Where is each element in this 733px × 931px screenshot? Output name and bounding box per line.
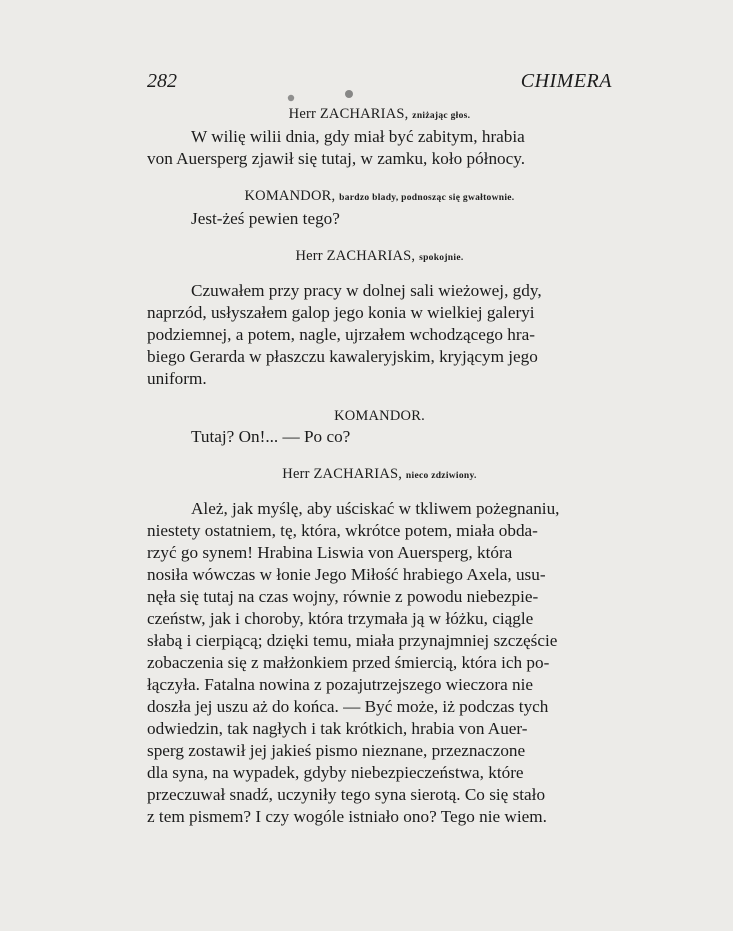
text-line: łączyła. Fatalna nowina z pozajutrzejszego wieczora nie [147, 675, 534, 694]
text-line: przeczuwał snadź, uczyniły tego syna sierotą. Co się stało [147, 785, 546, 804]
text-line: Czuwałem przy pracy w dolnej sali wieżowej, gdy, [191, 281, 542, 300]
text-line: Jest-żeś pewien tego? [191, 209, 340, 228]
paragraph [147, 498, 612, 828]
text-line: niestety ostatniem, tę, która, wkrótce potem, miała obda- [147, 521, 538, 540]
page-text [147, 104, 612, 828]
stage-direction: zniżając głos. [412, 111, 471, 121]
text-line: dla syna, na wypadek, gdyby niebezpieczeństwa, które [147, 763, 524, 782]
text-line: odwiedzin, tak nagłych i tak krótkich, hrabia von Auer- [147, 719, 528, 738]
speaker-name: KOMANDOR, [244, 188, 336, 204]
speaker-name: Herr ZACHARIAS, [295, 248, 416, 264]
text-line: Tutaj? On!... — Po co? [191, 427, 351, 446]
text-line: biego Gerarda w płaszczu kawaleryjskim, kryjącym jego [147, 347, 538, 366]
text-line: sperg zostawił jej jakieś pismo nieznane, przeznaczone [147, 741, 526, 760]
paragraph [147, 426, 612, 448]
speaker-name: Herr ZACHARIAS, [282, 466, 403, 482]
speaker-heading [147, 464, 612, 486]
text-line: W wilię wilii dnia, gdy miał być zabitym, hrabia [191, 127, 525, 146]
paragraph [147, 126, 612, 170]
page-number: 282 [147, 70, 177, 92]
text-line: naprzód, usłyszałem galop jego konia w wielkiej galeryi [147, 303, 535, 322]
stage-direction: nieco zdziwiony. [405, 471, 477, 481]
page-header [147, 70, 612, 98]
text-line: nęła się tutaj na czas wojny, równie z powodu niebezpie- [147, 587, 539, 606]
running-title: CHIMERA [520, 70, 612, 92]
speaker-heading [147, 246, 612, 268]
text-line: von Auersperg zjawił się tutaj, w zamku, koło północy. [147, 149, 526, 168]
text-line: Ależ, jak myślę, aby uściskać w tkliwem pożegnaniu, [191, 499, 560, 518]
paragraph [147, 280, 612, 390]
text-line: rzyć go synem! Hrabina Liswia von Auersperg, która [147, 543, 513, 562]
stage-direction: spokojnie. [419, 253, 464, 263]
text-line: słabą i cierpiącą; dzięki temu, miała przynajmniej szczęście [147, 631, 558, 650]
stage-direction: bardzo blady, podnosząc się gwałtownie. [339, 193, 515, 203]
text-line: zobaczenia się z małżonkiem przed śmiercią, która ich po- [147, 653, 550, 672]
text-line: z tem pismem? I czy wogóle istniało ono? Tego nie wiem. [147, 807, 547, 826]
paragraph [147, 208, 612, 230]
speaker-heading [147, 186, 612, 208]
speaker-name: KOMANDOR. [334, 408, 425, 424]
text-line: czeństw, jak i choroby, która trzymała ją w łóżku, ciągle [147, 609, 534, 628]
text-line: doszła jej uszu aż do końca. — Być może, iż podczas tych [147, 697, 549, 716]
speaker-heading [147, 104, 612, 126]
ink-smudge-marks [287, 88, 357, 104]
text-line: nosiła wówczas w łonie Jego Miłość hrabiego Axela, usu- [147, 565, 546, 584]
speaker-name: Herr ZACHARIAS, [288, 106, 409, 122]
text-line: podziemnej, a potem, nagle, ujrzałem wchodzącego hra- [147, 325, 535, 344]
speaker-heading [147, 406, 612, 426]
text-line: uniform. [147, 369, 207, 388]
